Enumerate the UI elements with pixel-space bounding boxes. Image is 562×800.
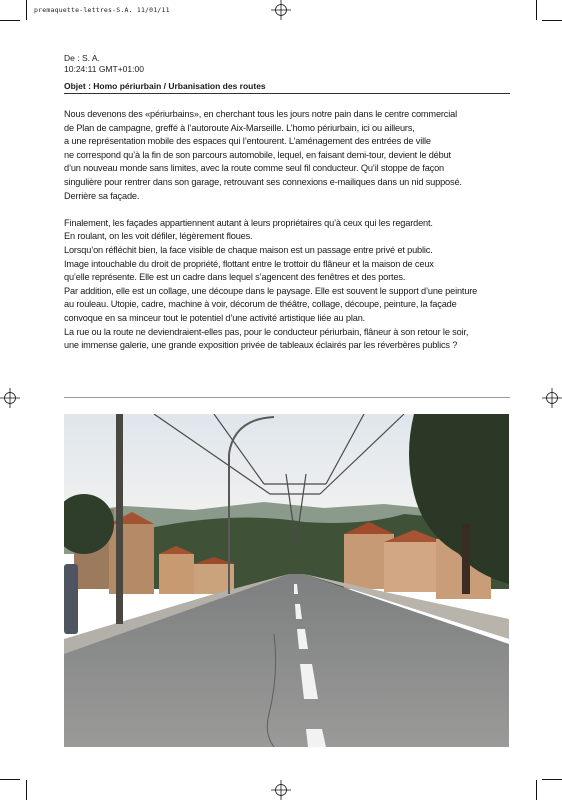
crop-mark-bottom-left [26,780,27,800]
text-line: Finalement, les façades appartiennent autant à leurs propriétaires qu’à ceux qui les regardent. [64,217,433,228]
crop-mark-top-left-h [0,20,20,21]
crop-mark-bottom-left-h [0,779,20,780]
text-line: En roulant, on les voit défiler, légèrement floues. [64,231,253,242]
text-line: une immense galerie, une grande exposition privée de tableaux éclairés par les réverbères publics ? [64,340,458,351]
letter-body [64,108,512,353]
text-line: ne correspond qu’à la fin de son parcours automobile, lequel, en faisant demi-tour, devient le début [64,149,451,160]
text-line: Image intouchable du droit de propriété, flottant entre le trottoir du flâneur et la maison de ceux [64,258,434,269]
paragraph-1 [64,108,512,203]
road-photo-illustration [64,414,509,747]
text-line: d’un nouveau monde sans limites, avec la route comme seul fil conducteur. Qu’il stoppe de façon [64,163,445,174]
email-from: De : S. A. [64,53,100,63]
email-header [64,53,144,75]
text-line: La rue ou la route ne deviendraient-elles pas, pour le conducteur périurbain, flâneur à son retour le soir, [64,326,469,337]
email-subject: Objet : Homo périurbain / Urbanisation des routes [64,80,510,94]
email-time: 10:24:11 GMT+01:00 [64,64,144,74]
parked-car [64,564,78,634]
registration-mark-top [271,0,291,20]
text-line: convoque en sa minceur tout le potentiel d’une activité artistique liée au plan. [64,312,366,323]
text-line: Nous devenons des «périurbains», en cherchant tous les jours notre pain dans le centre commercial [64,109,457,119]
crop-mark-bottom-right [536,780,537,800]
utility-pole [116,414,123,624]
crop-mark-top-right [536,0,537,20]
crop-mark-top-left [26,0,27,20]
registration-mark-right [542,388,562,408]
registration-mark-left [0,388,20,408]
road-photograph [64,414,509,747]
text-line: qu’elle représente. Elle est un cadre dans lequel s’agencent des fenêtres et des portes. [64,272,406,283]
text-line: a une représentation mobile des espaces qui l’entourent. L’aménagement des entrées de ville [64,136,431,147]
text-line: au rouleau. Utopie, cadre, machine à voir, décorum de théâtre, collage, découpe, peinture, la façade [64,299,457,310]
print-slug: premaquette-lettres-S.A. 11/01/11 [34,6,170,14]
crop-mark-top-right-h [542,20,562,21]
text-line: Par addition, elle est un collage, une découpe dans le paysage. Elle est souvent le support d’une peinture [64,285,478,296]
paragraph-2 [64,217,512,353]
text-line: singulière pour rentrer dans son garage, retrouvant ses connexions e-mailiques dans un nid supposé. [64,176,462,187]
text-line: Lorsqu’on réfléchit bien, la face visible de chaque maison est un passage entre privé et public. [64,244,433,255]
separator-rule [64,397,510,398]
text-line: de Plan de campagne, greffé à l’autoroute Aix-Marseille. L’homo périurbain, ici ou ailleurs, [64,122,415,133]
text-line: Derrière sa façade. [64,190,140,201]
crop-mark-bottom-right-h [542,779,562,780]
road-surface [64,574,509,747]
registration-mark-bottom [271,780,291,800]
tree-right-trunk [462,524,470,594]
